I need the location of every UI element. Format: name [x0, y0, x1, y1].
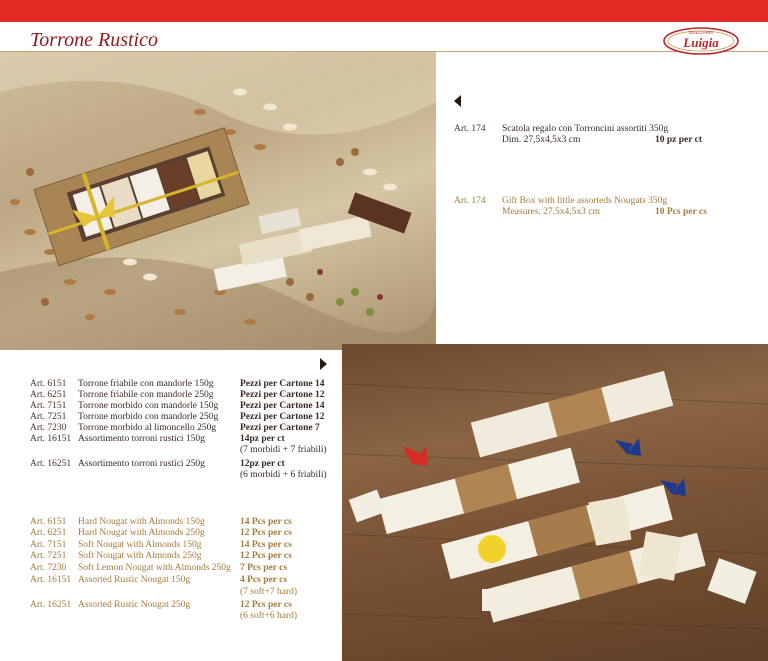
it-row-qty: Pezzi per Cartone 12	[240, 412, 325, 422]
it-row-qty: Pezzi per Cartone 12	[240, 390, 325, 400]
en-row-qty: 12 Pcs per cs	[240, 551, 292, 561]
en-row-desc: Assorted Rustic Nougat 150g	[78, 575, 191, 585]
giftbox-en-dim: Measures. 27,5x4,5x3 cm	[502, 207, 600, 217]
en-row-note: (7 soft+7 hard)	[240, 587, 298, 597]
en-row-art: Art. 6151	[30, 517, 67, 527]
en-row-art: Art. 7151	[30, 540, 67, 550]
giftbox-it-dim: Dim. 27,5x4,5x3 cm	[502, 135, 581, 145]
giftbox-it-qty: 10 pz per ct	[655, 135, 703, 145]
en-row-qty: 12 Pcs per cs	[240, 600, 292, 610]
it-row-qty: 12pz per ct	[240, 459, 285, 469]
it-row-note: (7 morbidi + 7 friabili)	[240, 445, 327, 455]
it-row-desc: Torrone friabile con mandorle 150g	[78, 379, 214, 389]
en-row-desc: Soft Lemon Nougat with Almonds 250g	[78, 563, 231, 573]
it-row-desc: Torrone friabile con mandorle 250g	[78, 390, 214, 400]
en-row-desc: Soft Nougat with Almonds 250g	[78, 551, 202, 561]
it-row-art: Art. 7251	[30, 412, 67, 422]
en-row-art: Art. 7251	[30, 551, 67, 561]
en-row-desc: Hard Nougat with Almonds 150g	[78, 517, 205, 527]
it-row-art: Art. 7151	[30, 401, 67, 411]
en-row-note: (6 soft+6 hard)	[240, 611, 298, 621]
it-row-qty: Pezzi per Cartone 7	[240, 423, 320, 433]
gift-box-photo	[0, 52, 436, 350]
it-row-art: Art. 16151	[30, 434, 72, 444]
en-row-qty: 4 Pcs per cs	[240, 575, 288, 585]
arrow-left-icon	[454, 95, 461, 107]
logo-top-text: DOLCIARIA	[688, 30, 714, 35]
it-row-qty: 14pz per ct	[240, 434, 285, 444]
it-row-desc: Assortimento torroni rustici 250g	[78, 459, 205, 469]
top-red-bar	[0, 0, 768, 22]
it-row-qty: Pezzi per Cartone 14	[240, 379, 325, 389]
it-row-art: Art. 16251	[30, 459, 72, 469]
logo-text: Luigia	[683, 35, 719, 50]
it-row-qty: Pezzi per Cartone 14	[240, 401, 325, 411]
it-row-desc: Torrone morbido al limoncello 250g	[78, 423, 217, 433]
en-row-art: Art. 6251	[30, 528, 67, 538]
arrow-right-icon	[320, 358, 327, 370]
en-row-qty: 12 Pcs per cs	[240, 528, 292, 538]
it-row-note: (6 morbidi + 6 friabili)	[240, 470, 327, 480]
en-row-art: Art. 16151	[30, 575, 72, 585]
en-row-desc: Soft Nougat with Almonds 150g	[78, 540, 202, 550]
en-row-art: Art. 7230	[30, 563, 67, 573]
page-title: Torrone Rustico	[30, 29, 158, 51]
giftbox-en-art: Art. 174	[454, 196, 486, 206]
en-row-qty: 14 Pcs per cs	[240, 540, 292, 550]
it-row-art: Art. 6151	[30, 379, 67, 389]
en-row-desc: Assorted Rustic Nougat 250g	[78, 600, 191, 610]
it-row-art: Art. 6251	[30, 390, 67, 400]
en-row-qty: 7 Pcs per cs	[240, 563, 288, 573]
giftbox-en-desc: Gift Box with little assorteds Nougats 350g	[502, 196, 668, 206]
giftbox-it-desc: Scatola regalo con Torroncini assortiti 350g	[502, 124, 669, 134]
it-row-art: Art. 7230	[30, 423, 67, 433]
it-row-desc: Torrone morbido con mandorle 250g	[78, 412, 219, 422]
giftbox-en-qty: 10 Pcs per cs	[655, 207, 707, 217]
giftbox-it-art: Art. 174	[454, 124, 486, 134]
it-row-desc: Assortimento torroni rustici 150g	[78, 434, 205, 444]
en-row-art: Art. 16251	[30, 600, 72, 610]
en-row-desc: Hard Nougat with Almonds 250g	[78, 528, 205, 538]
nougat-bars-photo	[342, 344, 768, 661]
luigia-logo	[662, 24, 740, 56]
it-row-desc: Torrone morbido con mandorle 150g	[78, 401, 219, 411]
en-row-qty: 14 Pcs per cs	[240, 517, 292, 527]
